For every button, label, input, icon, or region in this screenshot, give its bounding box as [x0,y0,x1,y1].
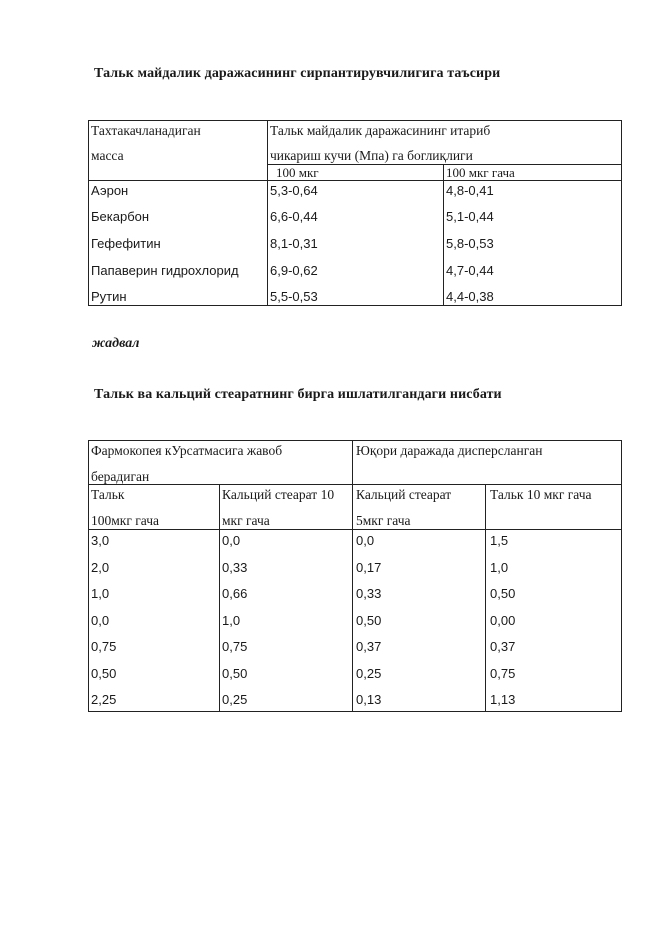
subheader-ca-stearate-10: мкг гача [222,513,270,528]
table-border [88,180,622,181]
cell-value: 0,0 [91,613,110,628]
cell-value: 1,0 [490,560,509,575]
cell-name: Папаверин гидрохлорид [91,263,239,278]
header-force: Тальк майдалик даражасининг итариб [270,123,491,138]
table-border [485,484,486,712]
heading-talc-fineness: Тальк майдалик даражасининг сирпантирувчилигига таъсири [94,66,501,81]
table-border [88,529,622,530]
cell-value: 1,5 [490,533,509,548]
table-border [621,440,622,712]
table-border [88,120,89,306]
subheader-ca-stearate-10: Кальций стеарат 10 [222,487,335,502]
cell-value: 5,5-0,53 [270,289,318,304]
cell-value: 0,50 [356,613,382,628]
cell-value: 5,8-0,53 [446,236,494,251]
header-force: чикариш кучи (Мпа) га боглиқлиги [270,148,473,163]
cell-name: Аэрон [91,183,129,198]
cell-value: 1,13 [490,692,516,707]
header-pharmacopoeia: Фармокопея кУрсатмасига жавоб [91,443,283,458]
cell-value: 4,7-0,44 [446,263,494,278]
cell-name: Бекарбон [91,209,150,224]
cell-value: 0,75 [222,639,248,654]
cell-value: 4,4-0,38 [446,289,494,304]
table-border [267,120,268,306]
table-caption: жадвал [92,336,140,351]
table-border [443,164,444,306]
table-border [88,440,89,712]
subheader-talc-10: Тальк 10 мкг гача [490,487,592,502]
table-border [88,120,622,121]
table-border [352,440,353,712]
cell-value: 0,33 [222,560,248,575]
cell-value: 3,0 [91,533,110,548]
subheader-talc-100: 100мкг гача [91,513,160,528]
cell-value: 0,50 [91,666,117,681]
cell-value: 0,75 [91,639,117,654]
header-mass: Тахтакачланадиган [91,123,201,138]
table-border [88,484,622,485]
cell-value: 1,0 [91,586,110,601]
cell-value: 2,0 [91,560,110,575]
table-border [219,484,220,712]
cell-name: Рутин [91,289,127,304]
cell-value: 6,9-0,62 [270,263,318,278]
cell-value: 1,0 [222,613,241,628]
cell-value: 0,33 [356,586,382,601]
cell-value: 0,25 [356,666,382,681]
table-talc-fineness [88,120,622,306]
cell-value: 8,1-0,31 [270,236,318,251]
cell-value: 5,1-0,44 [446,209,494,224]
subheader-ca-stearate-5: Кальций стеарат [356,487,452,502]
cell-value: 0,50 [490,586,516,601]
cell-value: 0,0 [222,533,241,548]
cell-value: 0,75 [490,666,516,681]
table-border [88,305,622,306]
cell-value: 0,37 [490,639,516,654]
cell-value: 6,6-0,44 [270,209,318,224]
cell-value: 2,25 [91,692,117,707]
cell-value: 0,66 [222,586,248,601]
cell-value: 0,0 [356,533,375,548]
table-border [267,164,622,165]
cell-value: 4,8-0,41 [446,183,494,198]
cell-value: 0,50 [222,666,248,681]
header-mass: масса [91,148,124,163]
cell-value: 0,37 [356,639,382,654]
table-border [621,120,622,306]
header-highly-dispersed: Юқори даражада дисперслангaн [356,443,543,458]
subheader-100mkg: 100 мкг [276,165,319,180]
subheader-ca-stearate-5: 5мкг гача [356,513,411,528]
subheader-100mkg-gacha: 100 мкг гача [446,165,515,180]
cell-value: 0,13 [356,692,382,707]
cell-value: 0,00 [490,613,516,628]
cell-name: Гефефитин [91,236,161,251]
table-talc-calcium [88,440,622,712]
cell-value: 0,25 [222,692,248,707]
table-border [88,711,622,712]
cell-value: 5,3-0,64 [270,183,318,198]
subheader-talc-100: Тальк [91,487,125,502]
table-border [88,440,622,441]
heading-talc-calcium-ratio: Тальк ва кальций стеаратнинг бирга ишлатилгандаги нисбати [94,387,502,402]
header-pharmacopoeia: берадиган [91,469,150,484]
cell-value: 0,17 [356,560,382,575]
